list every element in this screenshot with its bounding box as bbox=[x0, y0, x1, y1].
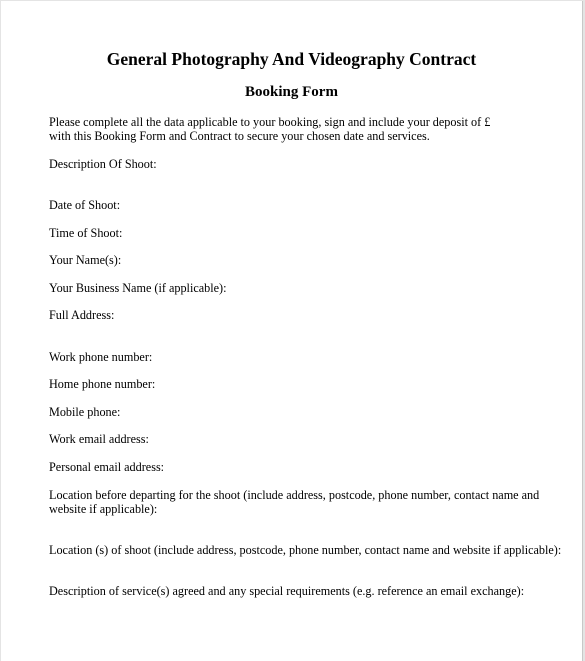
intro-text-line-2: with this Booking Form and Contract to secure your chosen date and services. bbox=[49, 129, 430, 143]
document-page bbox=[1, 1, 583, 661]
mobile-phone-label: Mobile phone: bbox=[49, 405, 121, 419]
intro-text-line-1: Please complete all the data applicable to your booking, sign and include your deposit of £ bbox=[49, 115, 491, 129]
business-name-label: Your Business Name (if applicable): bbox=[49, 281, 227, 295]
full-address-label: Full Address: bbox=[49, 308, 115, 322]
work-email-label: Work email address: bbox=[49, 432, 149, 446]
date-of-shoot-label: Date of Shoot: bbox=[49, 198, 121, 212]
work-phone-label: Work phone number: bbox=[49, 350, 153, 364]
booking-form-heading: Booking Form bbox=[245, 84, 338, 100]
location-before-label-line-1: Location before departing for the shoot (include address, postcode, phone number, contact name and bbox=[49, 488, 540, 502]
personal-email-label: Personal email address: bbox=[49, 460, 165, 474]
description-of-shoot-label: Description Of Shoot: bbox=[49, 157, 157, 171]
services-description-label: Description of service(s) agreed and any special requirements (e.g. reference an email exchange): bbox=[49, 584, 525, 598]
document-title: General Photography And Videography Contract bbox=[106, 49, 477, 69]
location-of-shoot-label: Location (s) of shoot (include address, postcode, phone number, contact name and website if applicable): bbox=[49, 543, 562, 557]
your-names-label: Your Name(s): bbox=[49, 253, 122, 267]
location-before-label-line-2: website if applicable): bbox=[49, 502, 158, 516]
time-of-shoot-label: Time of Shoot: bbox=[49, 226, 123, 240]
home-phone-label: Home phone number: bbox=[49, 377, 156, 391]
